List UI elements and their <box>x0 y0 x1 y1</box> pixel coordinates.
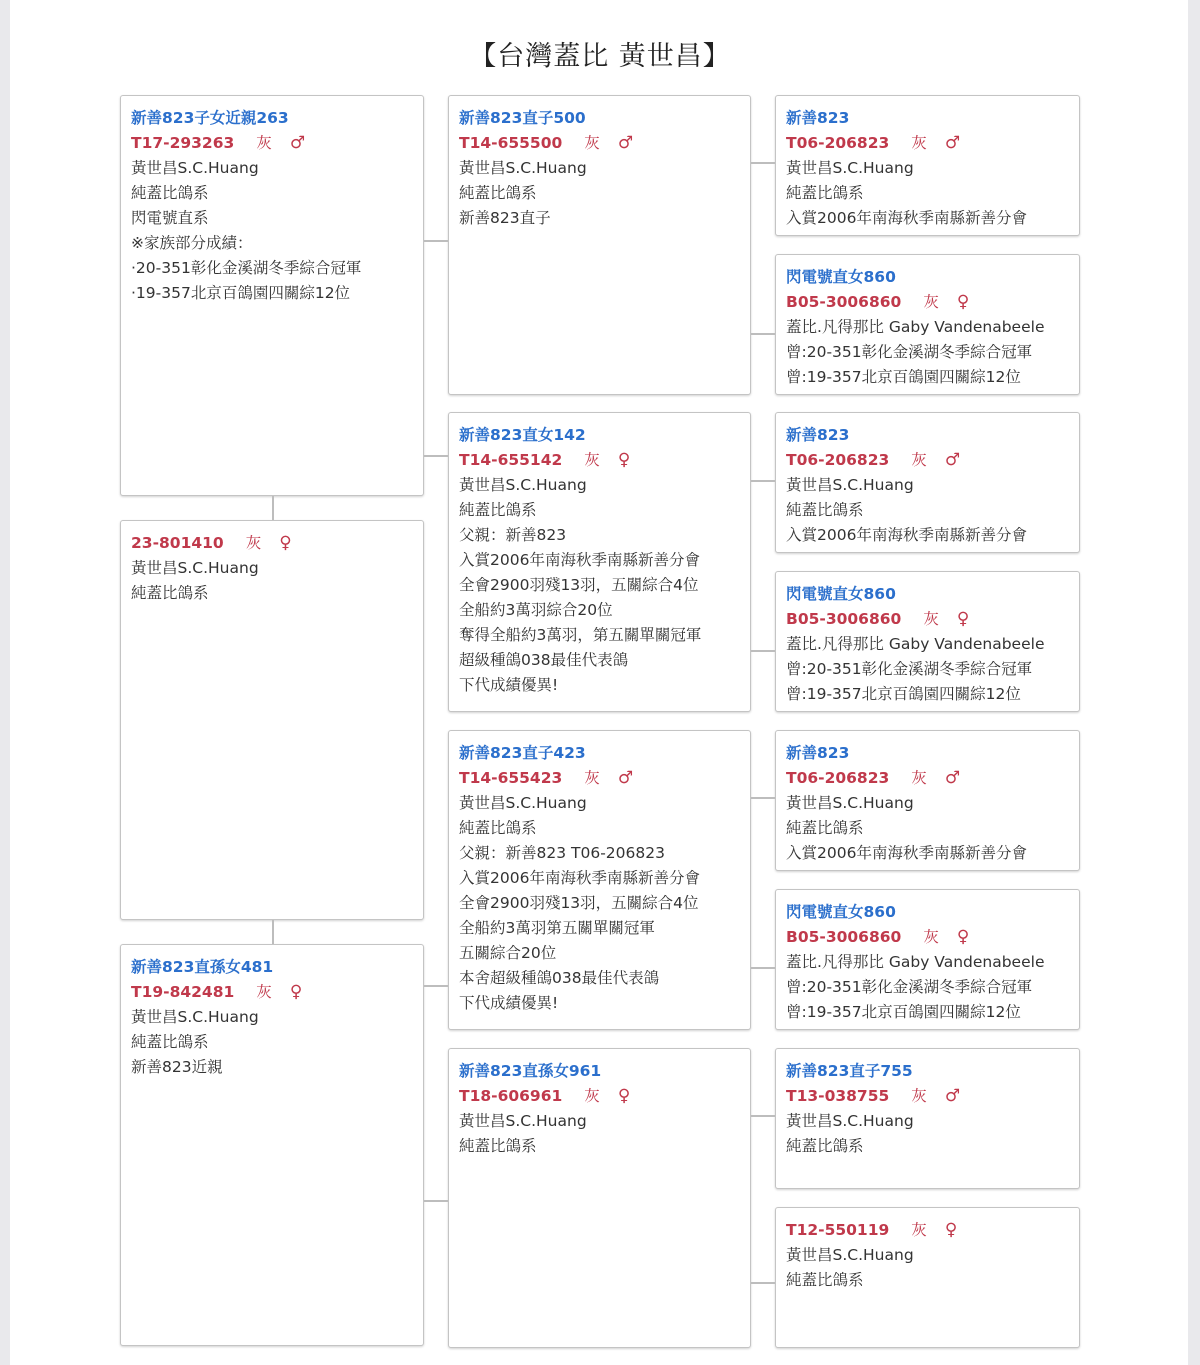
ring-number: 23-801410 <box>131 534 224 552</box>
connector-line <box>751 162 775 164</box>
pigeon-info-line: 全船約3萬羽第五關單關冠軍 <box>459 919 655 937</box>
ring-number: T14-655500 <box>459 134 563 152</box>
connector-line <box>272 496 274 520</box>
pigeon-name: 新善823直子755 <box>786 1062 913 1080</box>
connector-line <box>751 333 775 335</box>
pigeon-name: 新善823直孫女481 <box>131 958 274 976</box>
ring-number: T18-606961 <box>459 1087 563 1105</box>
pigeon-card <box>775 889 1080 1030</box>
pigeon-name: 新善823直子500 <box>459 109 586 127</box>
pigeon-info-line: 蓋比.凡得那比 Gaby Vandenabeele <box>786 318 1045 336</box>
male-icon: ♂ <box>289 133 306 153</box>
connector-line <box>751 650 775 652</box>
pigeon-card <box>448 1048 751 1348</box>
pigeon-info-line: 入賞2006年南海秋季南縣新善分會 <box>786 526 1027 544</box>
male-icon: ♂ <box>617 768 634 788</box>
pigeon-card <box>775 1207 1080 1348</box>
male-icon: ♂ <box>944 1086 961 1106</box>
pigeon-card <box>775 1048 1080 1189</box>
feather-color: 灰 <box>584 769 600 787</box>
pigeon-name: 新善823 <box>786 426 850 444</box>
pigeon-info-line: 純蓋比鴿系 <box>459 184 537 202</box>
pigeon-info-line: 入賞2006年南海秋季南縣新善分會 <box>459 551 700 569</box>
pigeon-info-line: 入賞2006年南海秋季南縣新善分會 <box>786 209 1027 227</box>
pigeon-card <box>775 412 1080 553</box>
pigeon-info-line: 入賞2006年南海秋季南縣新善分會 <box>459 869 700 887</box>
ring-number: T19-842481 <box>131 983 235 1001</box>
pigeon-name: 新善823子女近親263 <box>131 109 289 127</box>
female-icon: ♀ <box>617 450 631 470</box>
connector-line <box>424 240 448 242</box>
pigeon-info-line: 純蓋比鴿系 <box>786 501 864 519</box>
pigeon-card <box>120 520 424 920</box>
ring-number: T14-655423 <box>459 769 563 787</box>
pigeon-info-line: 純蓋比鴿系 <box>786 1137 864 1155</box>
pigeon-card <box>775 95 1080 236</box>
feather-color: 灰 <box>911 769 927 787</box>
pigeon-card <box>120 95 424 496</box>
pigeon-info-line: 新善823近親 <box>131 1058 223 1076</box>
pigeon-info-line: 黃世昌S.C.Huang <box>459 476 587 494</box>
female-icon: ♀ <box>617 1086 631 1106</box>
pigeon-card <box>448 95 751 395</box>
connector-line <box>751 480 775 482</box>
pigeon-info-line: 黃世昌S.C.Huang <box>131 559 259 577</box>
connector-line <box>424 1200 448 1202</box>
connector-line <box>751 1115 775 1117</box>
pigeon-card <box>120 944 424 1346</box>
feather-color: 灰 <box>911 451 927 469</box>
ring-number: B05-3006860 <box>786 610 902 628</box>
pigeon-info-line: 純蓋比鴿系 <box>786 184 864 202</box>
ring-number: B05-3006860 <box>786 928 902 946</box>
female-icon: ♀ <box>279 533 292 553</box>
pigeon-info-line: 五關綜合20位 <box>459 944 557 962</box>
ring-number: T12-550119 <box>786 1221 890 1239</box>
pigeon-card <box>448 730 751 1030</box>
feather-color: 灰 <box>584 1087 600 1105</box>
pigeon-card <box>775 571 1080 712</box>
pigeon-name: 閃電號直女860 <box>786 268 896 286</box>
female-icon: ♀ <box>289 982 303 1002</box>
pigeon-info-line: 全會2900羽殘13羽，五關綜合4位 <box>459 894 699 912</box>
pigeon-name: 閃電號直女860 <box>786 585 896 603</box>
pigeon-name: 新善823直孫女961 <box>459 1062 602 1080</box>
pigeon-info-line: 下代成績優異! <box>459 676 559 694</box>
pigeon-info-line: 黃世昌S.C.Huang <box>786 1246 914 1264</box>
pigeon-info-line: 黃世昌S.C.Huang <box>459 1112 587 1130</box>
pigeon-info-line: 奪得全船約3萬羽，第五關單關冠軍 <box>459 626 702 644</box>
connector-line <box>751 1282 775 1284</box>
pigeon-info-line: 全船約3萬羽綜合20位 <box>459 601 613 619</box>
connector-line <box>272 920 274 944</box>
female-icon: ♀ <box>956 927 970 947</box>
feather-color: 灰 <box>256 983 272 1001</box>
feather-color: 灰 <box>584 451 600 469</box>
pigeon-info-line: 純蓋比鴿系 <box>459 501 537 519</box>
female-icon: ♀ <box>956 609 970 629</box>
feather-color: 灰 <box>245 534 262 552</box>
pigeon-info-line: 本舍超級種鴿038最佳代表鴿 <box>459 969 660 987</box>
pigeon-info-line: 純蓋比鴿系 <box>786 1271 864 1289</box>
pigeon-info-line: 曾:20-351彰化金溪湖冬季綜合冠軍 <box>786 343 1033 361</box>
male-icon: ♂ <box>617 133 634 153</box>
pigeon-info-line: 父親：新善823 T06-206823 <box>459 844 665 862</box>
pigeon-info-line: 黃世昌S.C.Huang <box>786 1112 914 1130</box>
pigeon-info-line: 黃世昌S.C.Huang <box>786 159 914 177</box>
pigeon-info-line: 全會2900羽殘13羽，五關綜合4位 <box>459 576 699 594</box>
pigeon-info-line: 黃世昌S.C.Huang <box>131 1008 259 1026</box>
pigeon-info-line: 父親：新善823 <box>459 526 567 544</box>
page-title: 【台灣蓋比 黃世昌】 <box>469 41 731 72</box>
pigeon-info-line: 純蓋比鴿系 <box>131 184 209 202</box>
feather-color: 灰 <box>923 610 939 628</box>
pigeon-card <box>775 254 1080 395</box>
feather-color: 灰 <box>911 134 927 152</box>
pigeon-name: 新善823直子423 <box>459 744 586 762</box>
pigeon-info-line: 下代成績優異! <box>459 994 559 1012</box>
pigeon-info-line: 蓋比.凡得那比 Gaby Vandenabeele <box>786 953 1045 971</box>
pigeon-info-line: ※家族部分成績： <box>131 234 253 252</box>
pigeon-info-line: 曾:19-357北京百鴿園四關綜12位 <box>786 685 1021 703</box>
pigeon-info-line: 閃電號直系 <box>131 209 209 227</box>
pigeon-info-line: 曾:20-351彰化金溪湖冬季綜合冠軍 <box>786 660 1033 678</box>
pigeon-info-line: 純蓋比鴿系 <box>131 1033 209 1051</box>
pigeon-info-line: 曾:19-357北京百鴿園四關綜12位 <box>786 1003 1021 1021</box>
pigeon-info-line: 入賞2006年南海秋季南縣新善分會 <box>786 844 1027 862</box>
pigeon-card <box>448 412 751 712</box>
connector-line <box>424 455 448 457</box>
feather-color: 灰 <box>911 1087 927 1105</box>
male-icon: ♂ <box>944 133 961 153</box>
pigeon-info-line: 黃世昌S.C.Huang <box>786 794 914 812</box>
pigeon-info-line: 純蓋比鴿系 <box>459 1137 537 1155</box>
male-icon: ♂ <box>944 768 961 788</box>
pigeon-info-line: 超級種鴿038最佳代表鴿 <box>459 651 629 669</box>
pigeon-info-line: 純蓋比鴿系 <box>786 819 864 837</box>
feather-color: 灰 <box>911 1221 927 1239</box>
connector-line <box>751 967 775 969</box>
pigeon-info-line: 曾:19-357北京百鴿園四關綜12位 <box>786 368 1021 386</box>
pigeon-info-line: 新善823直子 <box>459 209 551 227</box>
pigeon-info-line: 黃世昌S.C.Huang <box>786 476 914 494</box>
pigeon-info-line: ‧20-351彰化金溪湖冬季綜合冠軍 <box>131 259 362 277</box>
pigeon-name: 新善823 <box>786 109 850 127</box>
ring-number: T17-293263 <box>131 134 235 152</box>
male-icon: ♂ <box>944 450 961 470</box>
pigeon-name: 新善823直女142 <box>459 426 586 444</box>
ring-number: T06-206823 <box>786 134 890 152</box>
pigeon-info-line: 純蓋比鴿系 <box>131 584 209 602</box>
pigeon-info-line: 純蓋比鴿系 <box>459 819 537 837</box>
pigeon-info-line: 曾:20-351彰化金溪湖冬季綜合冠軍 <box>786 978 1033 996</box>
connector-line <box>751 797 775 799</box>
ring-number: T14-655142 <box>459 451 563 469</box>
feather-color: 灰 <box>923 293 939 311</box>
female-icon: ♀ <box>944 1220 958 1240</box>
female-icon: ♀ <box>956 292 970 312</box>
feather-color: 灰 <box>923 928 939 946</box>
ring-number: T06-206823 <box>786 769 890 787</box>
pigeon-info-line: 黃世昌S.C.Huang <box>459 794 587 812</box>
pigeon-card <box>775 730 1080 871</box>
connector-line <box>424 985 448 987</box>
feather-color: 灰 <box>256 134 272 152</box>
feather-color: 灰 <box>584 134 600 152</box>
pigeon-info-line: 蓋比.凡得那比 Gaby Vandenabeele <box>786 635 1045 653</box>
pigeon-info-line: ‧19-357北京百鴿園四關綜12位 <box>131 284 351 302</box>
ring-number: B05-3006860 <box>786 293 902 311</box>
ring-number: T06-206823 <box>786 451 890 469</box>
pigeon-info-line: 黃世昌S.C.Huang <box>131 159 259 177</box>
ring-number: T13-038755 <box>786 1087 890 1105</box>
pigeon-name: 閃電號直女860 <box>786 903 896 921</box>
pigeon-name: 新善823 <box>786 744 850 762</box>
pigeon-info-line: 黃世昌S.C.Huang <box>459 159 587 177</box>
